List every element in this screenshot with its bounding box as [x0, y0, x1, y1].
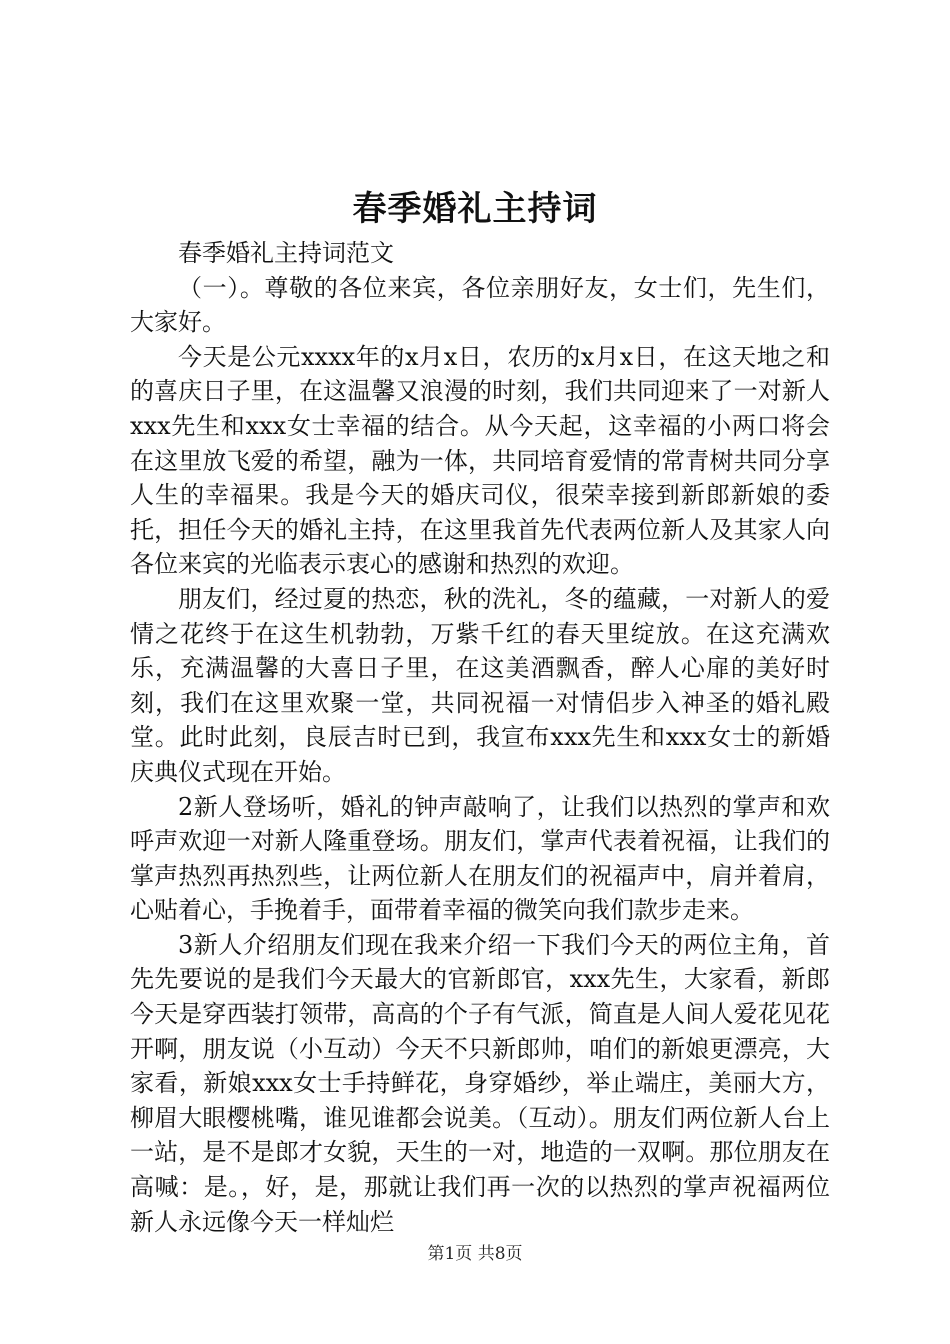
- paragraph-couple-introduction: 3新人介绍朋友们现在我来介绍一下我们今天的两位主角，首先先要说的是我们今天最大的官新郎官，xxx先生，大家看，新郎今天是穿西装打领带，高高的个子有气派，简直是人间人爱花见花开啊，朋友说（小互动）今天不只新郎帅，咱们的新娘更漂亮，大家看，新娘xxx女士手持鲜花，身穿婚纱，举止端庄，美丽大方，柳眉大眼樱桃嘴，谁见谁都会说美。（互动）。朋友们两位新人台上一站，是不是郎才女貌，天生的一对，地造的一双啊。那位朋友在高喊：是。，好，是，那就让我们再一次的以热烈的掌声祝福两位新人永远像今天一样灿烂: [130, 930, 830, 1236]
- paragraph-couple-entrance: 2新人登场听，婚礼的钟声敲响了，让我们以热烈的掌声和欢呼声欢迎一对新人隆重登场。朋友们，掌声代表着祝福，让我们的掌声热烈再热烈些，让两位新人在朋友们的祝福声中，肩并着肩，心贴着心，手挽着手，面带着幸福的微笑向我们款步走来。: [130, 792, 830, 925]
- paragraph-opening: 今天是公元xxxx年的x月x日，农历的x月x日，在这天地之和的喜庆日子里，在这温馨又浪漫的时刻，我们共同迎来了一对新人xxx先生和xxx女士幸福的结合。从今天起，这幸福的小两口将会在这里放飞爱的希望，融为一体，共同培育爱情的常青树共同分享人生的幸福果。我是今天的婚庆司仪，很荣幸接到新郎新娘的委托，担任今天的婚礼主持，在这里我首先代表两位新人及其家人向各位来宾的光临表示衷心的感谢和热烈的欢迎。: [130, 342, 830, 579]
- paragraph-greeting: （一）。尊敬的各位来宾，各位亲朋好友，女士们，先生们，大家好。: [130, 273, 830, 337]
- document-title: 春季婚礼主持词: [352, 189, 598, 229]
- paragraph-subtitle: 春季婚礼主持词范文: [178, 239, 394, 267]
- page-number: 第1页 共8页: [427, 1244, 523, 1264]
- paragraph-ceremony-start: 朋友们，经过夏的热恋，秋的洗礼，冬的蕴藏，一对新人的爱情之花终于在这生机勃勃，万紫千红的春天里绽放。在这充满欢乐，充满温馨的大喜日子里，在这美酒飘香，醉人心扉的美好时刻，我们在这里欢聚一堂，共同祝福一对情侣步入神圣的婚礼殿堂。此时此刻，良辰吉时已到，我宣布xxx先生和xxx女士的新婚庆典仪式现在开始。: [130, 584, 830, 786]
- document-body: [130, 236, 830, 1239]
